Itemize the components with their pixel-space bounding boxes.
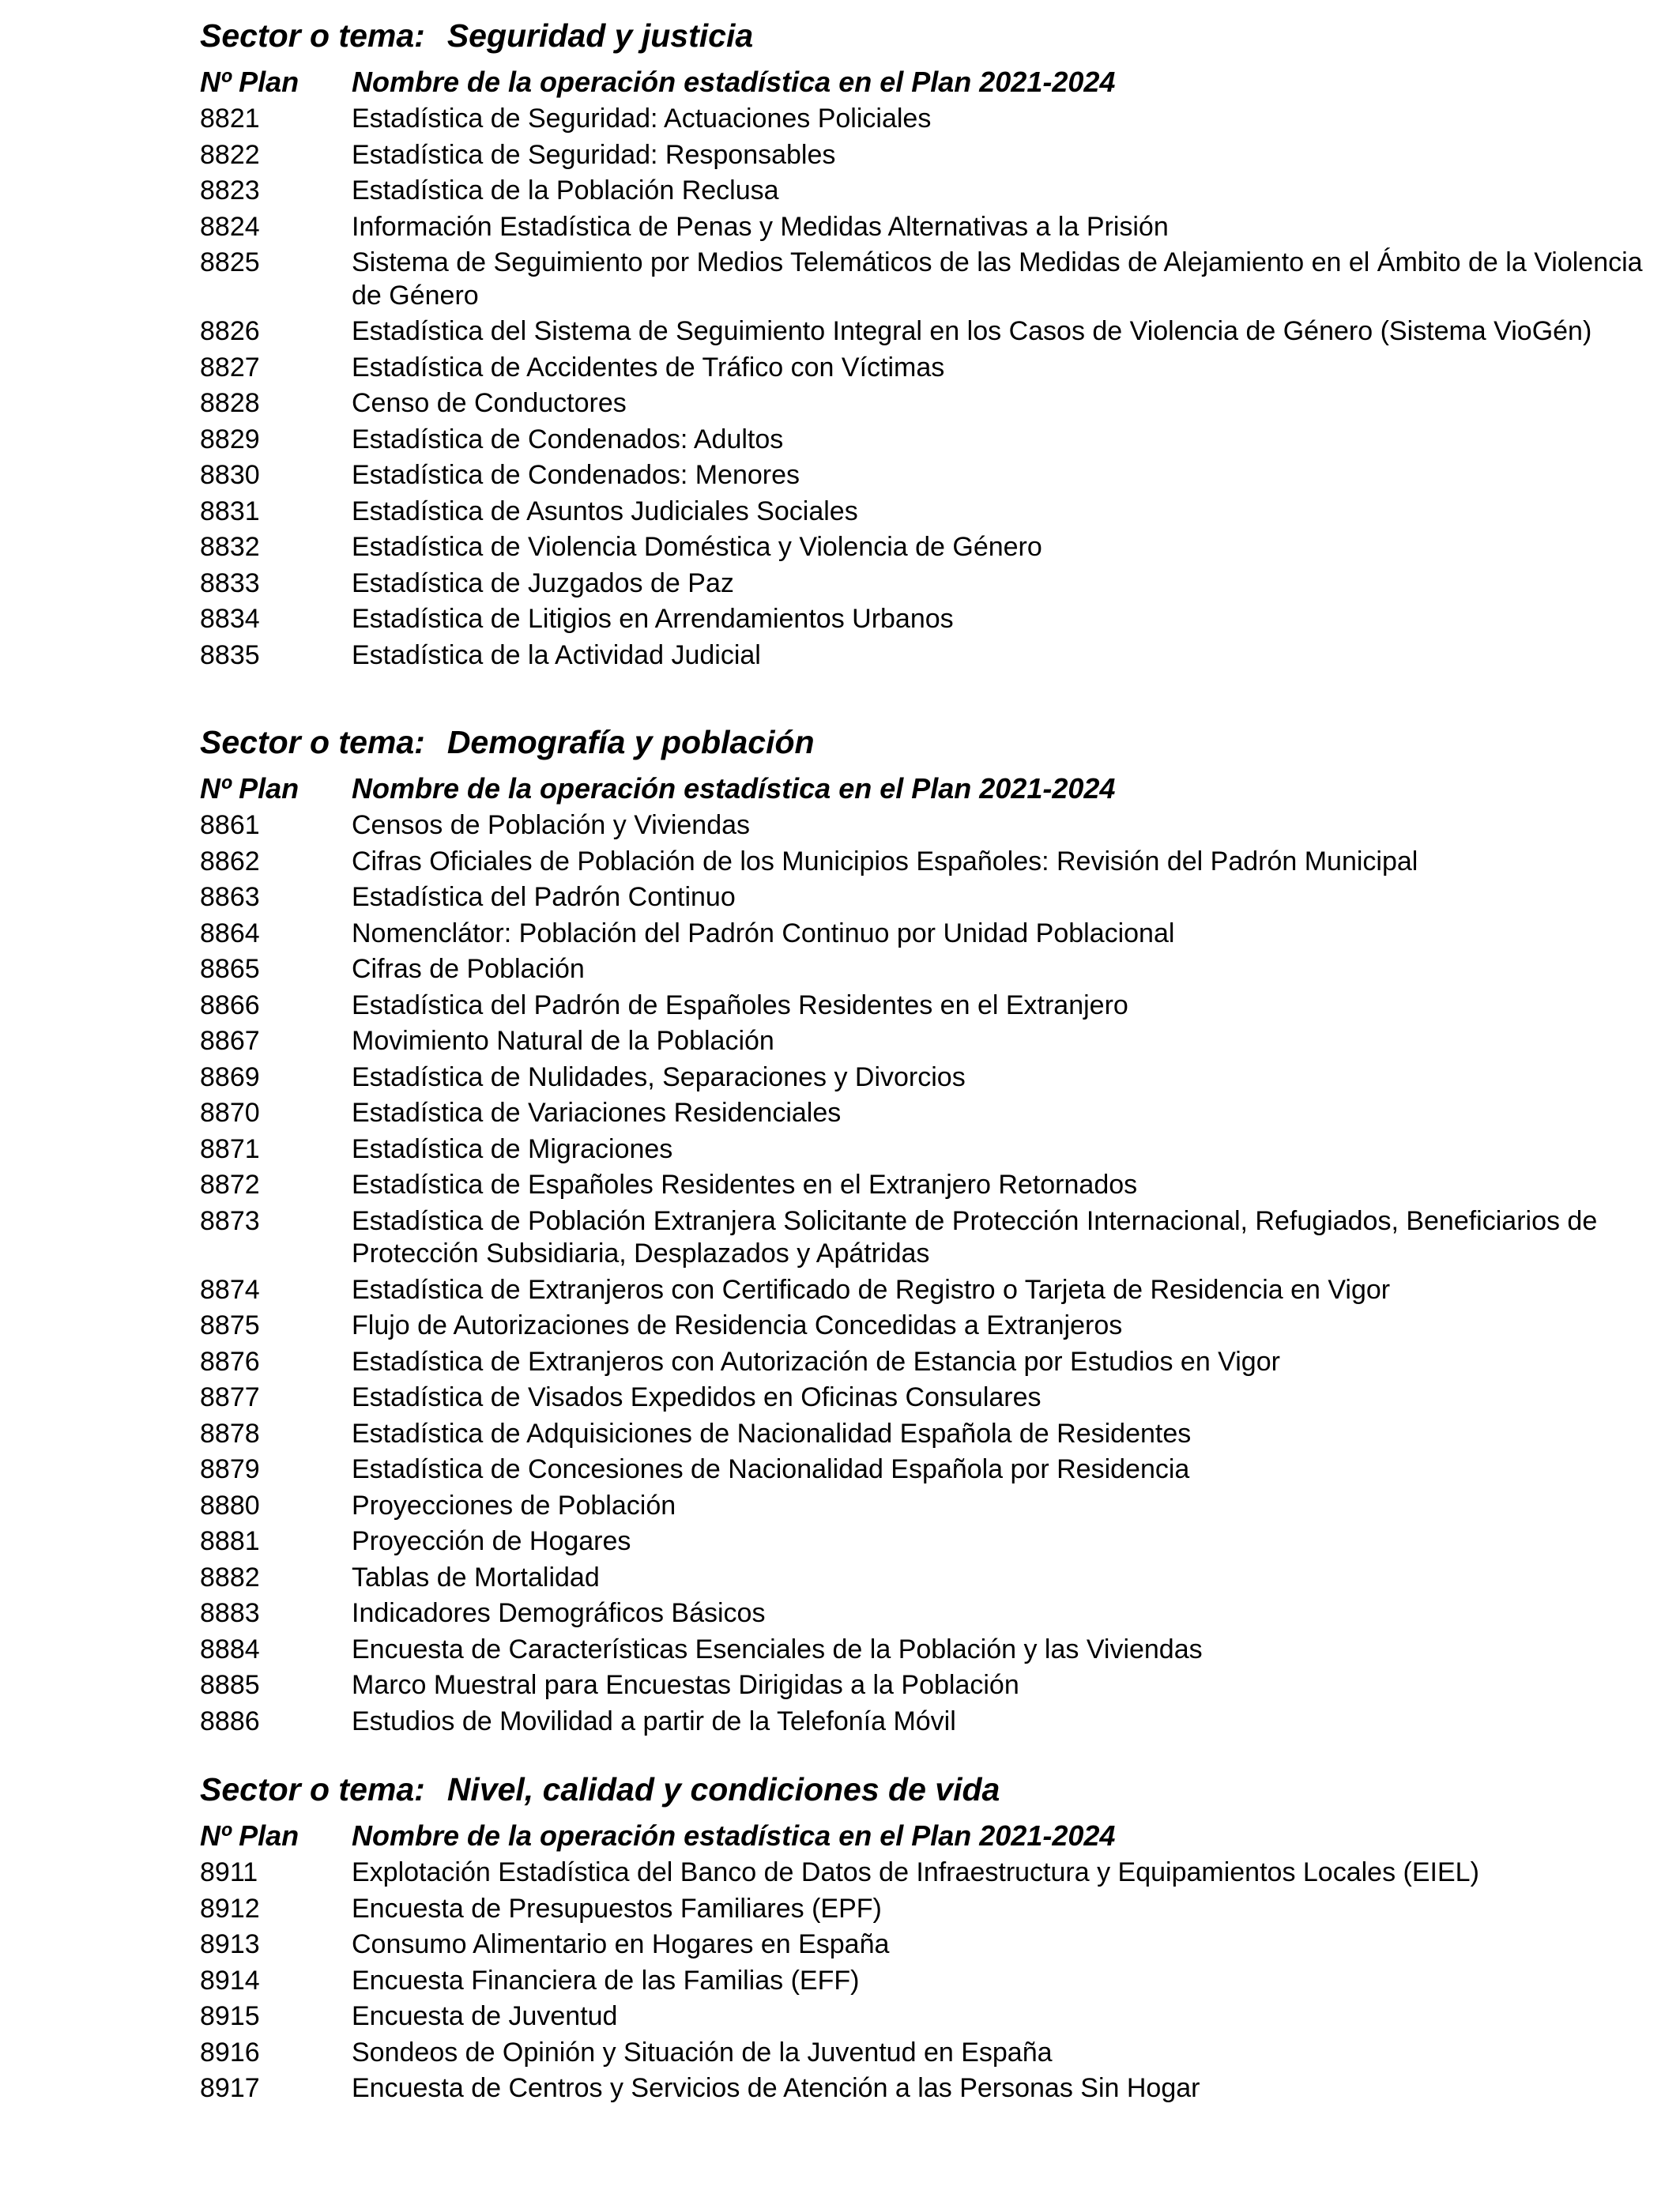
table-header bbox=[200, 65, 1654, 100]
operation-name: Cifras Oficiales de Población de los Municipios Españoles: Revisión del Padrón Municipal bbox=[352, 846, 1418, 876]
section-seguridad-justicia bbox=[200, 16, 1654, 672]
table-row bbox=[200, 1857, 1654, 1890]
plan-number: 8863 bbox=[200, 882, 260, 912]
table-row bbox=[200, 1928, 1654, 1962]
table-row bbox=[200, 2037, 1654, 2070]
plan-number: 8828 bbox=[200, 388, 260, 418]
table-row bbox=[200, 387, 1654, 420]
table-header bbox=[200, 1819, 1654, 1853]
table-row bbox=[200, 603, 1654, 636]
plan-number: 8880 bbox=[200, 1490, 260, 1521]
table-row bbox=[200, 1382, 1654, 1415]
operation-name: Información Estadística de Penas y Medidas Alternativas a la Prisión bbox=[352, 211, 1169, 242]
table-row bbox=[200, 1061, 1654, 1095]
table-row bbox=[200, 2072, 1654, 2105]
operation-name: Censos de Población y Viviendas bbox=[352, 810, 751, 840]
operation-name: Proyecciones de Población bbox=[352, 1490, 676, 1521]
sector-title bbox=[200, 1770, 1654, 1809]
operation-name: Estadística de Juzgados de Paz bbox=[352, 567, 734, 598]
table-row bbox=[200, 315, 1654, 349]
table-row bbox=[200, 953, 1654, 986]
plan-number: 8875 bbox=[200, 1310, 260, 1340]
operation-name: Estadística de Concesiones de Nacionalidad Española por Residencia bbox=[352, 1454, 1190, 1484]
table-row bbox=[200, 1453, 1654, 1487]
plan-number: 8862 bbox=[200, 846, 260, 876]
plan-number: 8874 bbox=[200, 1274, 260, 1305]
sector-label: Sector o tema: bbox=[200, 17, 425, 54]
plan-number: 8834 bbox=[200, 604, 260, 634]
table-row bbox=[200, 496, 1654, 529]
plan-number: 8916 bbox=[200, 2037, 260, 2068]
operation-name: Estadística de Visados Expedidos en Oficinas Consulares bbox=[352, 1382, 1042, 1412]
operation-name: Estadística de Nulidades, Separaciones y Divorcios bbox=[352, 1061, 966, 1092]
sector-title bbox=[200, 16, 1654, 55]
table-row bbox=[200, 846, 1654, 879]
sector-name: Nivel, calidad y condiciones de vida bbox=[446, 1771, 1000, 1808]
header-name: Nombre de la operación estadística en el Plan 2021-2024 bbox=[352, 66, 1116, 98]
operation-name: Explotación Estadística del Banco de Datos de Infraestructura y Equipamientos Locales (EIEL) bbox=[352, 1857, 1479, 1887]
plan-number: 8882 bbox=[200, 1562, 260, 1593]
operation-name: Encuesta de Presupuestos Familiares (EPF) bbox=[352, 1893, 882, 1924]
operation-name: Estadística del Sistema de Seguimiento Integral en los Casos de Violencia de Género (Sistema VioGén) bbox=[352, 316, 1592, 346]
plan-number: 8830 bbox=[200, 460, 260, 490]
operation-name: Estadística de Asuntos Judiciales Sociales bbox=[352, 496, 858, 526]
table-row bbox=[200, 881, 1654, 914]
table-row bbox=[200, 567, 1654, 601]
plan-number: 8883 bbox=[200, 1598, 260, 1628]
sector-name: Demografía y población bbox=[446, 724, 815, 760]
table-row bbox=[200, 809, 1654, 843]
operation-name: Encuesta de Características Esenciales de la Población y las Viviendas bbox=[352, 1634, 1203, 1664]
table-row bbox=[200, 352, 1654, 385]
plan-number: 8885 bbox=[200, 1670, 260, 1700]
plan-number: 8825 bbox=[200, 247, 260, 277]
operation-name: Sondeos de Opinión y Situación de la Juventud en España bbox=[352, 2037, 1053, 2068]
operation-name: Estadística de Extranjeros con Certificado de Registro o Tarjeta de Residencia en Vigor bbox=[352, 1274, 1391, 1305]
plan-number: 8867 bbox=[200, 1026, 260, 1056]
operation-name: Estadística del Padrón Continuo bbox=[352, 882, 736, 912]
header-num: Nº Plan bbox=[200, 1819, 299, 1852]
plan-number: 8917 bbox=[200, 2073, 260, 2103]
table-row bbox=[200, 175, 1654, 208]
table-row bbox=[200, 1965, 1654, 1998]
plan-number: 8861 bbox=[200, 810, 260, 840]
operation-list bbox=[200, 1857, 1654, 2105]
plan-number: 8878 bbox=[200, 1418, 260, 1449]
operation-name: Estadística del Padrón de Españoles Residentes en el Extranjero bbox=[352, 990, 1128, 1020]
operation-name: Estadística de Litigios en Arrendamientos Urbanos bbox=[352, 604, 954, 634]
plan-number: 8912 bbox=[200, 1893, 260, 1924]
table-row bbox=[200, 247, 1654, 312]
operation-name: Estadística de Violencia Doméstica y Violencia de Género bbox=[352, 532, 1042, 562]
table-row bbox=[200, 139, 1654, 172]
table-row bbox=[200, 1133, 1654, 1167]
plan-number: 8826 bbox=[200, 316, 260, 346]
sector-label: Sector o tema: bbox=[200, 724, 425, 760]
operation-name: Estadística de Españoles Residentes en el Extranjero Retornados bbox=[352, 1170, 1138, 1200]
plan-number: 8884 bbox=[200, 1634, 260, 1664]
table-row bbox=[200, 1490, 1654, 1523]
operation-list bbox=[200, 809, 1654, 1738]
plan-number: 8911 bbox=[200, 1857, 258, 1887]
operation-name: Estadística de Población Extranjera Solicitante de Protección Internacional, Refugiados, Beneficiarios de Protección Subsidiaria, Desplazados y Apátridas bbox=[352, 1205, 1598, 1269]
plan-number: 8865 bbox=[200, 954, 260, 984]
table-row bbox=[200, 1562, 1654, 1595]
operation-name: Estadística de Adquisiciones de Nacionalidad Española de Residentes bbox=[352, 1418, 1192, 1449]
plan-number: 8822 bbox=[200, 139, 260, 170]
plan-number: 8915 bbox=[200, 2001, 260, 2031]
section-demografia-poblacion bbox=[200, 722, 1654, 1738]
plan-number: 8870 bbox=[200, 1098, 260, 1128]
table-row bbox=[200, 1418, 1654, 1451]
operation-name: Estudios de Movilidad a partir de la Telefonía Móvil bbox=[352, 1706, 956, 1736]
plan-number: 8829 bbox=[200, 424, 260, 454]
plan-number: 8831 bbox=[200, 496, 260, 526]
operation-name: Encuesta Financiera de las Familias (EFF) bbox=[352, 1965, 860, 1996]
sector-label: Sector o tema: bbox=[200, 1771, 425, 1808]
operation-name: Estadística de Extranjeros con Autorización de Estancia por Estudios en Vigor bbox=[352, 1346, 1280, 1377]
table-row bbox=[200, 459, 1654, 492]
document-page bbox=[200, 0, 1654, 2105]
operation-name: Estadística de Accidentes de Tráfico con Víctimas bbox=[352, 352, 945, 383]
operation-name: Consumo Alimentario en Hogares en España bbox=[352, 1929, 890, 1959]
plan-number: 8833 bbox=[200, 567, 260, 598]
operation-name: Encuesta de Centros y Servicios de Atención a las Personas Sin Hogar bbox=[352, 2073, 1200, 2103]
table-row bbox=[200, 918, 1654, 951]
table-row bbox=[200, 1169, 1654, 1202]
table-row bbox=[200, 2000, 1654, 2034]
table-row bbox=[200, 1706, 1654, 1739]
plan-number: 8869 bbox=[200, 1061, 260, 1092]
table-row bbox=[200, 1669, 1654, 1702]
operation-list bbox=[200, 103, 1654, 672]
table-row bbox=[200, 103, 1654, 136]
table-row bbox=[200, 1597, 1654, 1630]
operation-name: Nomenclátor: Población del Padrón Continuo por Unidad Poblacional bbox=[352, 918, 1175, 948]
operation-name: Estadística de Seguridad: Responsables bbox=[352, 139, 836, 170]
plan-number: 8873 bbox=[200, 1205, 260, 1236]
header-num: Nº Plan bbox=[200, 66, 299, 98]
operation-name: Indicadores Demográficos Básicos bbox=[352, 1598, 766, 1628]
plan-number: 8876 bbox=[200, 1346, 260, 1377]
operation-name: Sistema de Seguimiento por Medios Telemáticos de las Medidas de Alejamiento en el Ámbito de la Violencia de Género bbox=[352, 247, 1643, 311]
operation-name: Flujo de Autorizaciones de Residencia Concedidas a Extranjeros bbox=[352, 1310, 1123, 1340]
plan-number: 8832 bbox=[200, 532, 260, 562]
table-row bbox=[200, 1310, 1654, 1343]
operation-name: Movimiento Natural de la Población bbox=[352, 1026, 774, 1056]
header-name: Nombre de la operación estadística en el Plan 2021-2024 bbox=[352, 1819, 1116, 1852]
plan-number: 8886 bbox=[200, 1706, 260, 1736]
section-nivel-calidad-condiciones-vida bbox=[200, 1770, 1654, 2105]
table-row bbox=[200, 1525, 1654, 1559]
table-header bbox=[200, 771, 1654, 806]
operation-name: Censo de Conductores bbox=[352, 388, 627, 418]
plan-number: 8823 bbox=[200, 175, 260, 205]
table-row bbox=[200, 1205, 1654, 1271]
operation-name: Estadística de Condenados: Adultos bbox=[352, 424, 784, 454]
operation-name: Estadística de Seguridad: Actuaciones Policiales bbox=[352, 104, 932, 134]
plan-number: 8835 bbox=[200, 639, 260, 670]
operation-name: Estadística de Condenados: Menores bbox=[352, 460, 800, 490]
table-row bbox=[200, 1634, 1654, 1667]
plan-number: 8827 bbox=[200, 352, 260, 383]
plan-number: 8866 bbox=[200, 990, 260, 1020]
header-name: Nombre de la operación estadística en el Plan 2021-2024 bbox=[352, 772, 1116, 805]
plan-number: 8821 bbox=[200, 104, 260, 134]
plan-number: 8879 bbox=[200, 1454, 260, 1484]
sector-name: Seguridad y justicia bbox=[446, 17, 754, 54]
table-row bbox=[200, 1097, 1654, 1130]
operation-name: Estadística de la Actividad Judicial bbox=[352, 639, 761, 670]
table-row bbox=[200, 424, 1654, 457]
plan-number: 8881 bbox=[200, 1526, 260, 1556]
table-row bbox=[200, 531, 1654, 564]
plan-number: 8913 bbox=[200, 1929, 260, 1959]
operation-name: Tablas de Mortalidad bbox=[352, 1562, 600, 1593]
table-row bbox=[200, 1025, 1654, 1058]
table-row bbox=[200, 211, 1654, 244]
operation-name: Estadística de la Población Reclusa bbox=[352, 175, 779, 205]
operation-name: Estadística de Migraciones bbox=[352, 1133, 673, 1164]
table-row bbox=[200, 1893, 1654, 1926]
table-row bbox=[200, 1346, 1654, 1379]
plan-number: 8877 bbox=[200, 1382, 260, 1412]
table-row bbox=[200, 990, 1654, 1023]
operation-name: Marco Muestral para Encuestas Dirigidas a la Población bbox=[352, 1670, 1019, 1700]
plan-number: 8824 bbox=[200, 211, 260, 242]
operation-name: Cifras de Población bbox=[352, 954, 585, 984]
operation-name: Encuesta de Juventud bbox=[352, 2001, 618, 2031]
sector-title bbox=[200, 722, 1654, 762]
operation-name: Estadística de Variaciones Residenciales bbox=[352, 1098, 842, 1128]
plan-number: 8864 bbox=[200, 918, 260, 948]
table-row bbox=[200, 639, 1654, 673]
header-num: Nº Plan bbox=[200, 772, 299, 805]
plan-number: 8872 bbox=[200, 1170, 260, 1200]
table-row bbox=[200, 1274, 1654, 1307]
plan-number: 8871 bbox=[200, 1133, 260, 1164]
plan-number: 8914 bbox=[200, 1965, 260, 1996]
operation-name: Proyección de Hogares bbox=[352, 1526, 631, 1556]
